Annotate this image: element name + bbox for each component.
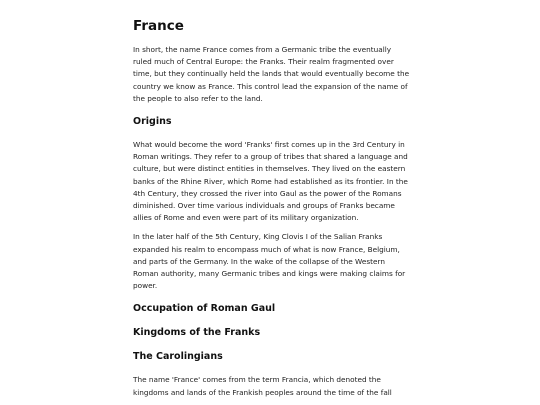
origins-paragraph-1: What would become the word 'Franks' first comes up in the 3rd Century in Roman writings. They refer to a group of tribes that shared a language and culture, but were distinct entities in themselves. They lived on the eastern banks of the Rhine River, which Rome had established as its frontier. In the 4th Century, they crossed the river into Gaul as the power of the Romans diminished. Over time various individuals and groups of Franks became allies of Rome and even were part of its military organization. — [133, 140, 408, 223]
article — [133, 0, 410, 399]
origins-paragraph-2: In the later half of the 5th Century, King Clovis I of the Salian Franks expanded his realm to encompass much of what is now France, Belgium, and parts of the Germany. In the wake of the collapse of the Western Roman authority, many Germanic tribes and kings were making claims for power. — [133, 232, 406, 291]
intro-paragraph: In short, the name France comes from a Germanic tribe the eventually ruled much of Central Europe: the Franks. Their realm fragmented over time, but they continually held the lands that would eventually become the country we know as France. This control lead the expansion of the name of the people to also refer to the land. — [133, 45, 410, 103]
section-heading-carolingians: The Carolingians — [133, 351, 223, 363]
page-title: France — [133, 18, 184, 34]
section-heading-occupation: Occupation of Roman Gaul — [133, 303, 276, 315]
section-heading-kingdoms: Kingdoms of the Franks — [133, 327, 261, 339]
section-heading-origins: Origins — [133, 116, 172, 128]
carolingians-paragraph-1: The name 'France' comes from the term Francia, which denoted the kingdoms and lands of the Frankish peoples around the time of the fall — [133, 375, 392, 397]
